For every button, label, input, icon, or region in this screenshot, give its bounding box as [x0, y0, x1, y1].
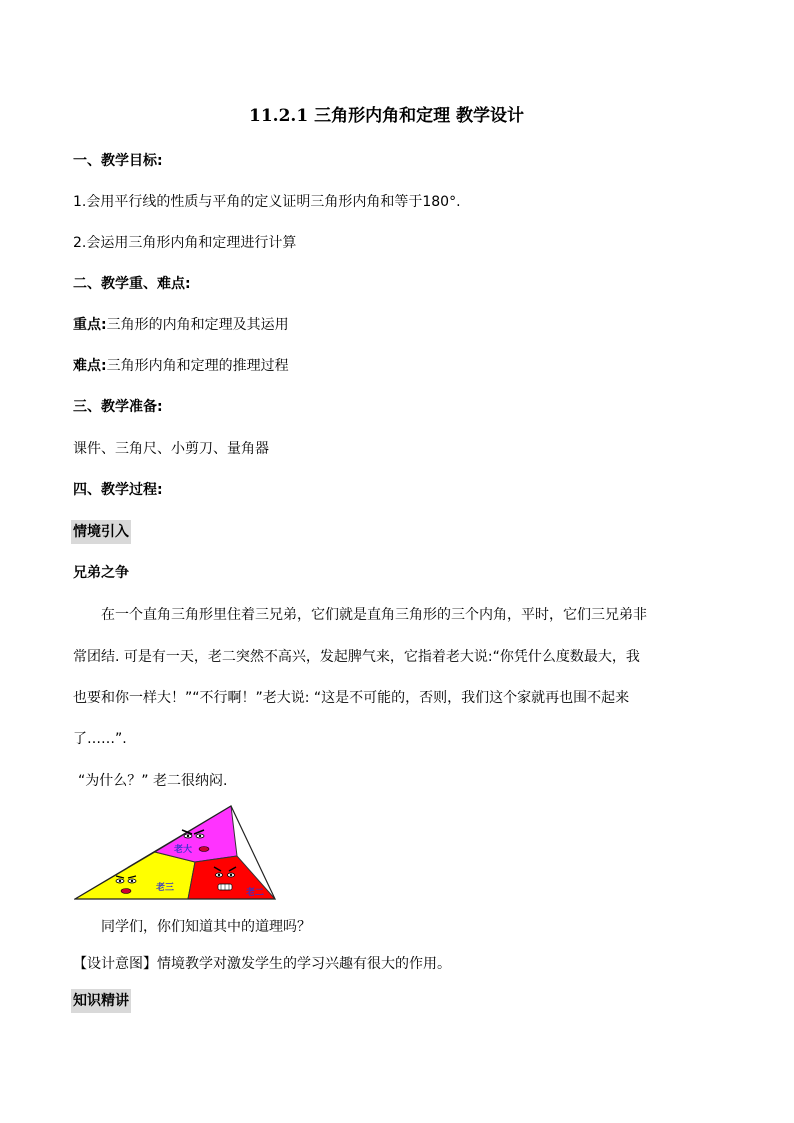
tag-knowledge-explanation: 知识精讲 [71, 989, 131, 1013]
three-brothers-triangle-figure [74, 805, 276, 901]
section-heading-goals: 一、教学目标: [73, 153, 163, 169]
difficulty-text: 三角形内角和定理的推理过程 [106, 358, 289, 374]
difficulty-line [73, 357, 289, 375]
preparation-text: 课件、三角尺、小剪刀、量角器 [73, 441, 269, 457]
goal-item-1: 1.会用平行线的性质与平角的定义证明三角形内角和等于180°. [73, 194, 461, 210]
story-title: 兄弟之争 [73, 565, 129, 581]
design-intent-note: 【设计意图】情境教学对激发学生的学习兴趣有很大的作用。 [73, 956, 451, 972]
section-heading-preparation: 三、教学准备: [73, 399, 163, 415]
third-brother-label: 老三 [156, 883, 175, 893]
key-point-label: 重点: [73, 317, 107, 333]
goal-item-2: 2.会运用三角形内角和定理进行计算 [73, 235, 297, 251]
tag-scenario-intro: 情境引入 [71, 520, 131, 544]
story-paragraph-line-2: 常团结. 可是有一天，老二突然不高兴，发起脾气来，它指着老大说:“你凭什么度数最大，我 [73, 649, 640, 665]
page-title: 11.2.1 三角形内角和定理 教学设计 [249, 106, 524, 126]
second-brother-label: 老二 [246, 888, 265, 898]
big-brother-label: 老大 [174, 845, 193, 855]
key-point-line [73, 316, 289, 334]
story-quote: “为什么？” 老二很纳闷. [78, 773, 228, 789]
key-point-text: 三角形的内角和定理及其运用 [106, 317, 289, 333]
section-heading-process: 四、教学过程: [73, 482, 163, 498]
story-paragraph-line-3: 也要和你一样大！”“不行啊！”老大说: “这是不可能的，否则，我们这个家就再也围不起来 [73, 690, 630, 706]
question-to-students: 同学们，你们知道其中的道理吗？ [101, 919, 311, 935]
story-paragraph-line-1: 在一个直角三角形里住着三兄弟，它们就是直角三角形的三个内角，平时，它们三兄弟非 [101, 607, 647, 623]
third-brother-region [75, 852, 195, 899]
story-paragraph-line-4: 了……”. [73, 731, 127, 747]
difficulty-label: 难点: [73, 358, 107, 374]
section-heading-key-points: 二、教学重、难点: [73, 276, 191, 292]
